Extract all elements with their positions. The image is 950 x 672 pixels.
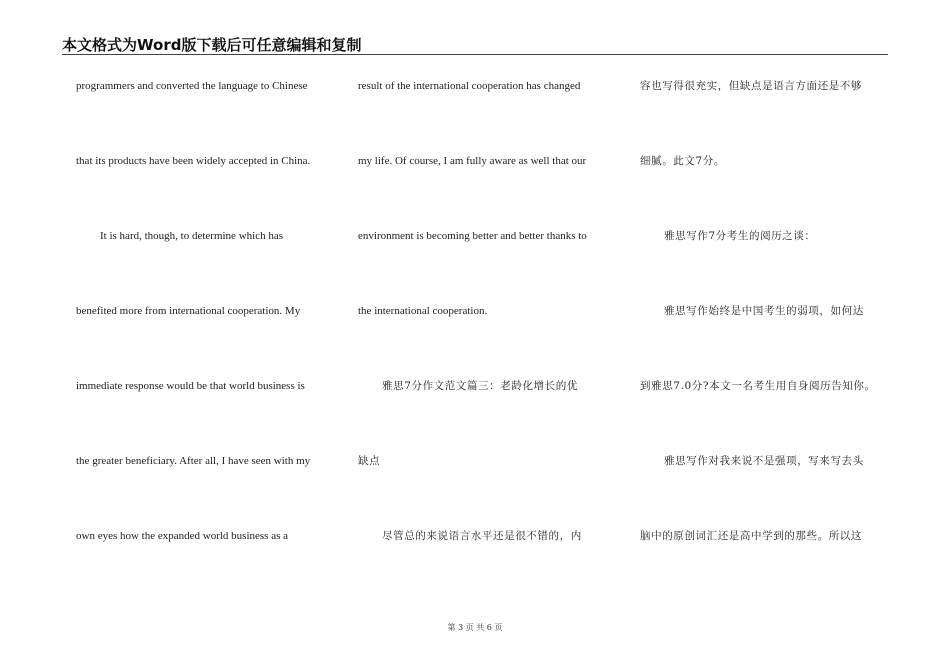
section-heading: 雅思7分作文范文篇三：老龄化增长的优 [382,380,578,392]
text-line: 容也写得很充实，但缺点是语言方面还是不够 [640,80,862,92]
text-line: benefited more from international cooperation. My [76,305,301,317]
text-line: 尽管总的来说语言水平还是很不错的，内 [382,530,582,542]
text-line: the greater beneficiary. After all, I have seen with my [76,455,311,467]
text-line: result of the international cooperation has changed [358,80,581,92]
text-line: that its products have been widely accepted in China. [76,155,311,167]
text-line: 雅思写作始终是中国考生的弱项，如何达 [664,305,864,317]
text-line: the international cooperation. [358,305,488,317]
section-heading-continued: 缺点 [358,455,381,467]
text-line: 雅思写作7分考生的阅历之谈： [664,230,816,242]
text-line: my life. Of course, I am fully aware as well that our [358,155,587,167]
text-line: 雅思写作对我来说不是强项，写来写去头 [664,455,864,467]
header-divider [62,54,888,55]
text-line: 细腻。此文7分。 [640,155,725,167]
document-header-title: 本文格式为Word版下载后可任意编辑和复制 [62,36,362,54]
text-line: 到雅思7.0分?本文一名考生用自身阅历告知你。 [640,380,876,392]
text-line: 脑中的原创词汇还是高中学到的那些。所以这 [640,530,862,542]
text-line: programmers and converted the language to Chinese [76,80,308,92]
text-line: immediate response would be that world business is [76,380,305,392]
page-number: 第 3 页 共 6 页 [447,623,503,632]
text-line: It is hard, though, to determine which has [100,230,283,242]
text-line: own eyes how the expanded world business as a [76,530,289,542]
text-line: environment is becoming better and better thanks to [358,230,587,242]
